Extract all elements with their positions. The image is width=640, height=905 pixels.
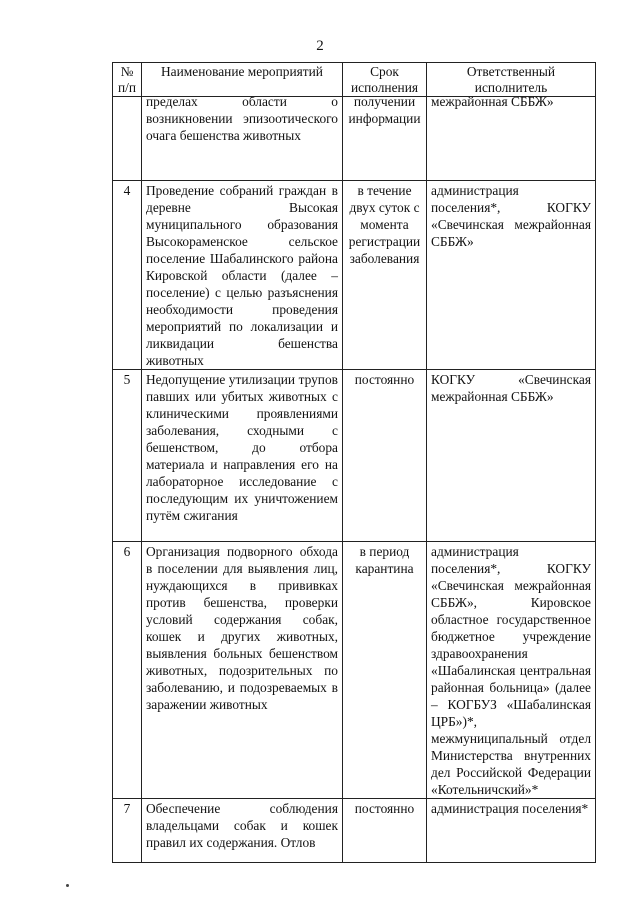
measure-term: получении информации	[348, 96, 421, 126]
measure-responsible: администрация поселения*, КОГКУ «Свечинская межрайонная СББЖ»	[427, 181, 596, 370]
measure-name: Организация подворного обхода в поселении для выявления лиц, нуждающихся в прививках против бешенства, проверки условий содержания собак, кошек и других животных, выявления больных бешенством животных, подозрительных по заболеванию, и подозреваемых в заражении животных	[142, 542, 343, 799]
page-number: 2	[316, 38, 324, 54]
table-row	[113, 181, 596, 370]
measure-term: в период карантина	[343, 542, 427, 799]
table-row	[113, 799, 596, 863]
table-row	[113, 97, 596, 181]
row-number: 4	[113, 181, 142, 370]
measure-name: Недопущение утилизации трупов павших или убитых животных с клиническими проявлениями заболевания, сходными с бешенством, до отбора материала и направления его на лабораторное исследование с последующим их уничтожением путём сжигания	[142, 370, 343, 542]
header-responsible: Ответственный исполнитель	[427, 63, 596, 97]
measure-name: Проведение собраний граждан в деревне Высокая муниципального образования Высокораменское сельское поселение Шабалинского района Кировской области (далее – поселение) с целью разъяснения необходимости проведения мероприятий по локализации и ликвидации бешенства животных	[142, 181, 343, 370]
measure-name: пределах области о возникновении эпизоотического очага бешенства животных	[146, 96, 338, 143]
scan-speck	[66, 884, 69, 887]
measure-term: постоянно	[343, 799, 427, 863]
row-number	[113, 97, 142, 181]
table-row	[113, 542, 596, 799]
table-row	[113, 370, 596, 542]
measure-name: Обеспечение соблюдения владельцами собак и кошек правил их содержания. Отлов	[142, 799, 343, 863]
header-num: № п/п	[113, 63, 142, 97]
table-header-row	[113, 63, 596, 97]
measure-responsible: КОГКУ «Свечинская межрайонная СББЖ»	[427, 370, 596, 542]
measure-term: в течение двух суток с момента регистрации заболевания	[343, 181, 427, 370]
measure-term: постоянно	[343, 370, 427, 542]
row-number: 6	[113, 542, 142, 799]
measure-responsible: межрайонная СББЖ»	[431, 96, 554, 109]
row-number: 7	[113, 799, 142, 863]
header-term: Срок исполнения	[343, 63, 427, 97]
measures-table	[112, 62, 596, 863]
header-name: Наименование мероприятий	[142, 63, 343, 97]
row-number: 5	[113, 370, 142, 542]
measure-responsible: администрация поселения*, КОГКУ «Свечинская межрайонная СББЖ», Кировское областное государственное бюджетное учреждение здравоохранения «Шабалинская центральная районная больница» (далее – КОГБУЗ «Шабалинская ЦРБ»)*, межмуниципальный отдел Министерства внутренних дел Российской Федерации «Котельничский»*	[427, 542, 596, 799]
measure-responsible: администрация поселения*	[427, 799, 596, 863]
